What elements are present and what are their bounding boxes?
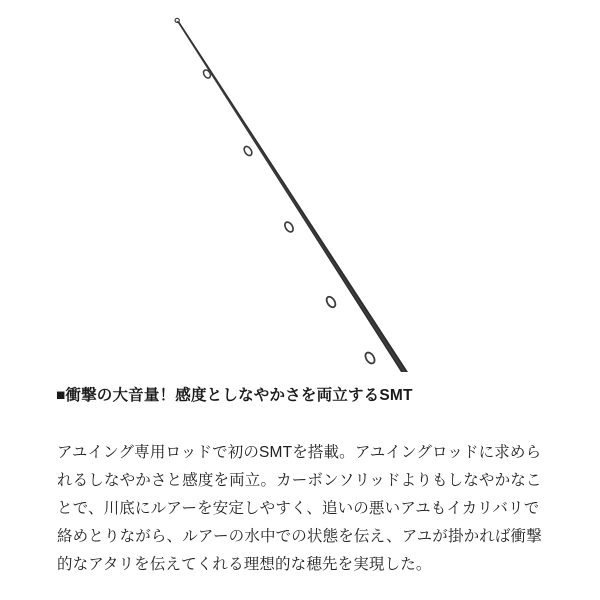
rod-guide-2 [243, 145, 254, 157]
rod-blank [177, 21, 409, 373]
description-block [0, 375, 600, 600]
rod-guide-3 [283, 221, 295, 234]
rod-guide-5 [364, 351, 377, 365]
section-heading [56, 383, 413, 405]
heading-text: 衝撃の大音量！感度としなやかさを両立するSMT [65, 387, 413, 404]
body-paragraph: アユイング専用ロッドで初のSMTを搭載。アユイングロッドに求められるしなやかさと感度を両立。カーボンソリッドよりもしなやかなことで、川底にルアーを安定しやすく、追いの悪いアユもイカリバリで絡めとりながら、ルアーの水中での状態を伝え、アユが掛かれば衝撃的なアタリを伝えてくれる理想的な穂先を実現した。 [57, 443, 542, 573]
heading-marker: ■ [56, 387, 66, 404]
rod-guide-4 [325, 295, 337, 309]
rod-tip-top [175, 18, 179, 22]
